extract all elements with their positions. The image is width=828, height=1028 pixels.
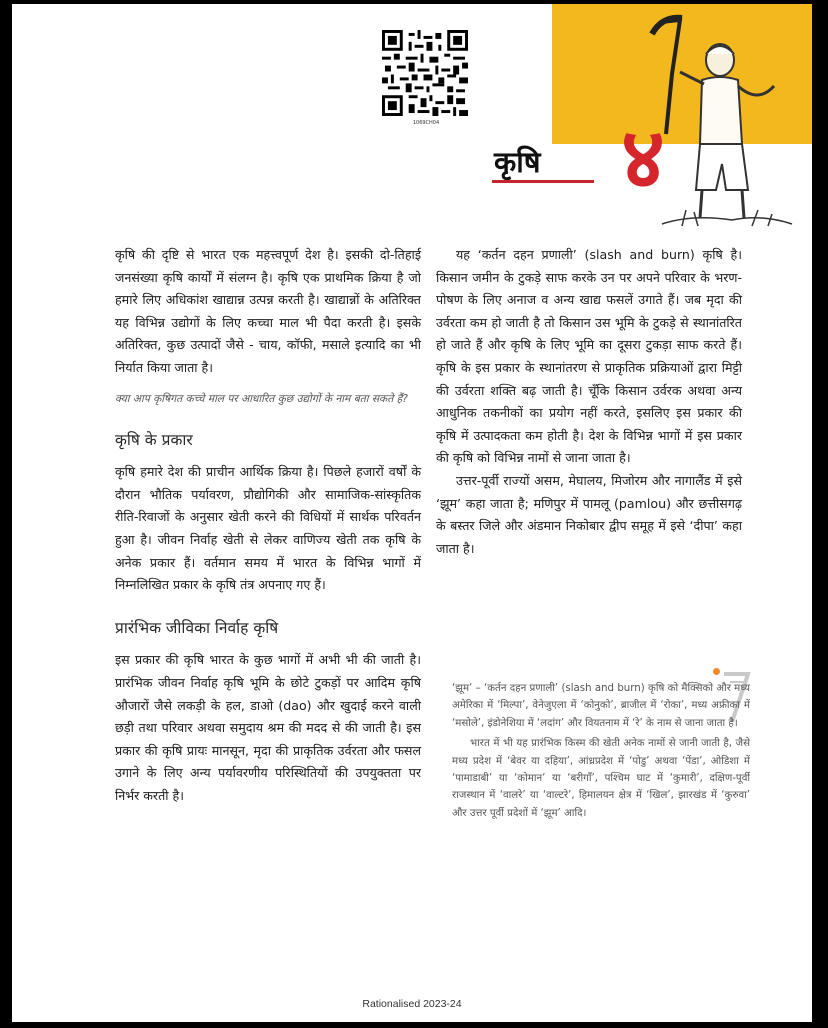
question-prompt: क्या आप कृषिगत कच्चे माल पर आधारित कुछ उद्योगों के नाम बता सकते हैं? xyxy=(115,392,408,405)
title-underline xyxy=(492,180,594,183)
infobox-dot xyxy=(713,668,720,675)
qr-code-icon xyxy=(382,30,468,116)
section-heading-primitive: प्रारंभिक जीविका निर्वाह कृषि xyxy=(115,618,279,637)
textbook-page xyxy=(12,4,812,1022)
right-column xyxy=(436,244,742,560)
page-footer: Rationalised 2023-24 xyxy=(362,998,462,1010)
infobox-world-names: ‘झूम’ – ‘कर्तन दहन प्रणाली’ (slash and burn) कृषि को मैक्सिको और मध्य अमेरिका में ‘मिल्पा’, वेनेजुएला में ‘कोनुको’, ब्राजील में ‘रोका’, मध्य अफ्रीका में ‘मसोले’, इंडोनेशिया में ‘लदांग’ और वियतनाम में ‘रे’ के नाम से जाना जाता है। xyxy=(452,683,750,729)
qr-code-label: 1069CH04 xyxy=(412,120,440,126)
regional-names-paragraph: उत्तर-पूर्वी राज्यों असम, मेघालय, मिजोरम और नागालैंड में इसे ‘झूम’ कहा जाता है; मणिपुर में पामलू (pamlou) और छत्तीसगढ़ के बस्तर जिले और अंडमान निकोबार द्वीप समूह में इसे ‘दीपा’ कहा जाता है। xyxy=(436,472,742,556)
left-column xyxy=(115,244,421,807)
chapter-title: कृषि xyxy=(494,145,541,179)
slash-burn-paragraph: यह ‘कर्तन दहन प्रणाली’ (slash and burn) कृषि है। किसान जमीन के टुकड़े साफ करके उन पर अपने परिवार के भरण-पोषण के लिए अनाज व अन्य खाद्य फसलें उगाते हैं। जब मृदा की उर्वरता कम हो जाती है तो किसान उस भूमि के टुकड़े से स्थानांतरित हो जाते हैं और कृषि के लिए भूमि का दूसरा टुकड़ा साफ करते हैं। कृषि के इस प्रकार के स्थानांतरण से प्राकृतिक प्रक्रियाओं द्वारा मिट्टी की उर्वरता शक्ति बढ़ जाती है। चूँकि किसान उर्वरक अथवा अन्य आधुनिक तकनीकों का प्रयोग नहीं करते, इसलिए इस प्रकार की कृषि में उत्पादकता कम होती है। देश के विभिन्न भागों में इस प्रकार की कृषि को विभिन्न नामों से जाना जाता है। xyxy=(436,247,742,466)
primitive-paragraph: इस प्रकार की कृषि भारत के कुछ भागों में अभी भी की जाती है। प्रारंभिक जीवन निर्वाह कृषि भूमि के छोटे टुकड़ों पर आदिम कृषि औजारों जैसे लकड़ी के हल, डाओ (dao) और खुदाई करने वाली छड़ी तथा परिवार अथवा समुदाय श्रम की मदद से की जाती है। इस प्रकार की कृषि प्रायः मानसून, मृदा की प्राकृतिक उर्वरता और फसल उगाने के लिए अन्य पर्यावरणीय परिस्थितियों की उपयुक्तता पर निर्भर करती है। xyxy=(115,652,421,803)
section-heading-types: कृषि के प्रकार xyxy=(115,430,193,449)
chapter-number: ४ xyxy=(621,109,665,207)
types-paragraph: कृषि हमारे देश की प्राचीन आर्थिक क्रिया है। पिछले हजारों वर्षों के दौरान भौतिक पर्यावरण, प्रौद्योगिकी और सामाजिक-सांस्कृतिक रीति-रिवाजों के अनुसार खेती करने की विधियों में सार्थक परिवर्तन हुआ है। जीवन निर्वाह खेती से लेकर वाणिज्य खेती तक कृषि के अनेक प्रकार हैं। वर्तमान समय में भारत के विभिन्न भागों में निम्नलिखित प्रकार के कृषि तंत्र अपनाए गए हैं। xyxy=(115,464,421,593)
info-box xyxy=(452,680,750,822)
intro-paragraph: कृषि की दृष्टि से भारत एक महत्त्वपूर्ण देश है। इसकी दो-तिहाई जनसंख्या कृषि कार्यों में संलग्न है। कृषि एक प्राथमिक क्रिया है जो हमारे लिए अधिकांश खाद्यान्न उत्पन्न करती है। खाद्यान्नों के अतिरिक्त यह विभिन्न उद्योगों के लिए कच्चा माल भी पैदा करती है। इसके अतिरिक्त, कुछ उत्पादों जैसे - चाय, कॉफी, मसाले इत्यादि का भी निर्यात किया जाता है। xyxy=(115,247,421,375)
infobox-india-names: भारत में भी यह प्रारंभिक किस्म की खेती अनेक नामों से जानी जाती है, जैसे मध्य प्रदेश में ‘बेवर या दहिया’, आंध्रप्रदेश में ‘पोडु’ अथवा ‘पेंडा’, ओडिशा में ‘पामाडाबी’ या ‘कोमान’ या ‘बरीगाँ’, पश्चिम घाट में ‘कुमारी’, दक्षिण-पूर्वी राजस्थान में ‘वालरे’ या ‘वाल्टरे’, हिमालयन क्षेत्र में ‘खिल’, झारखंड में ‘कुरुवा’ और उत्तर पूर्वी प्रदेशों में ‘झूम’ आदि। xyxy=(452,738,750,819)
